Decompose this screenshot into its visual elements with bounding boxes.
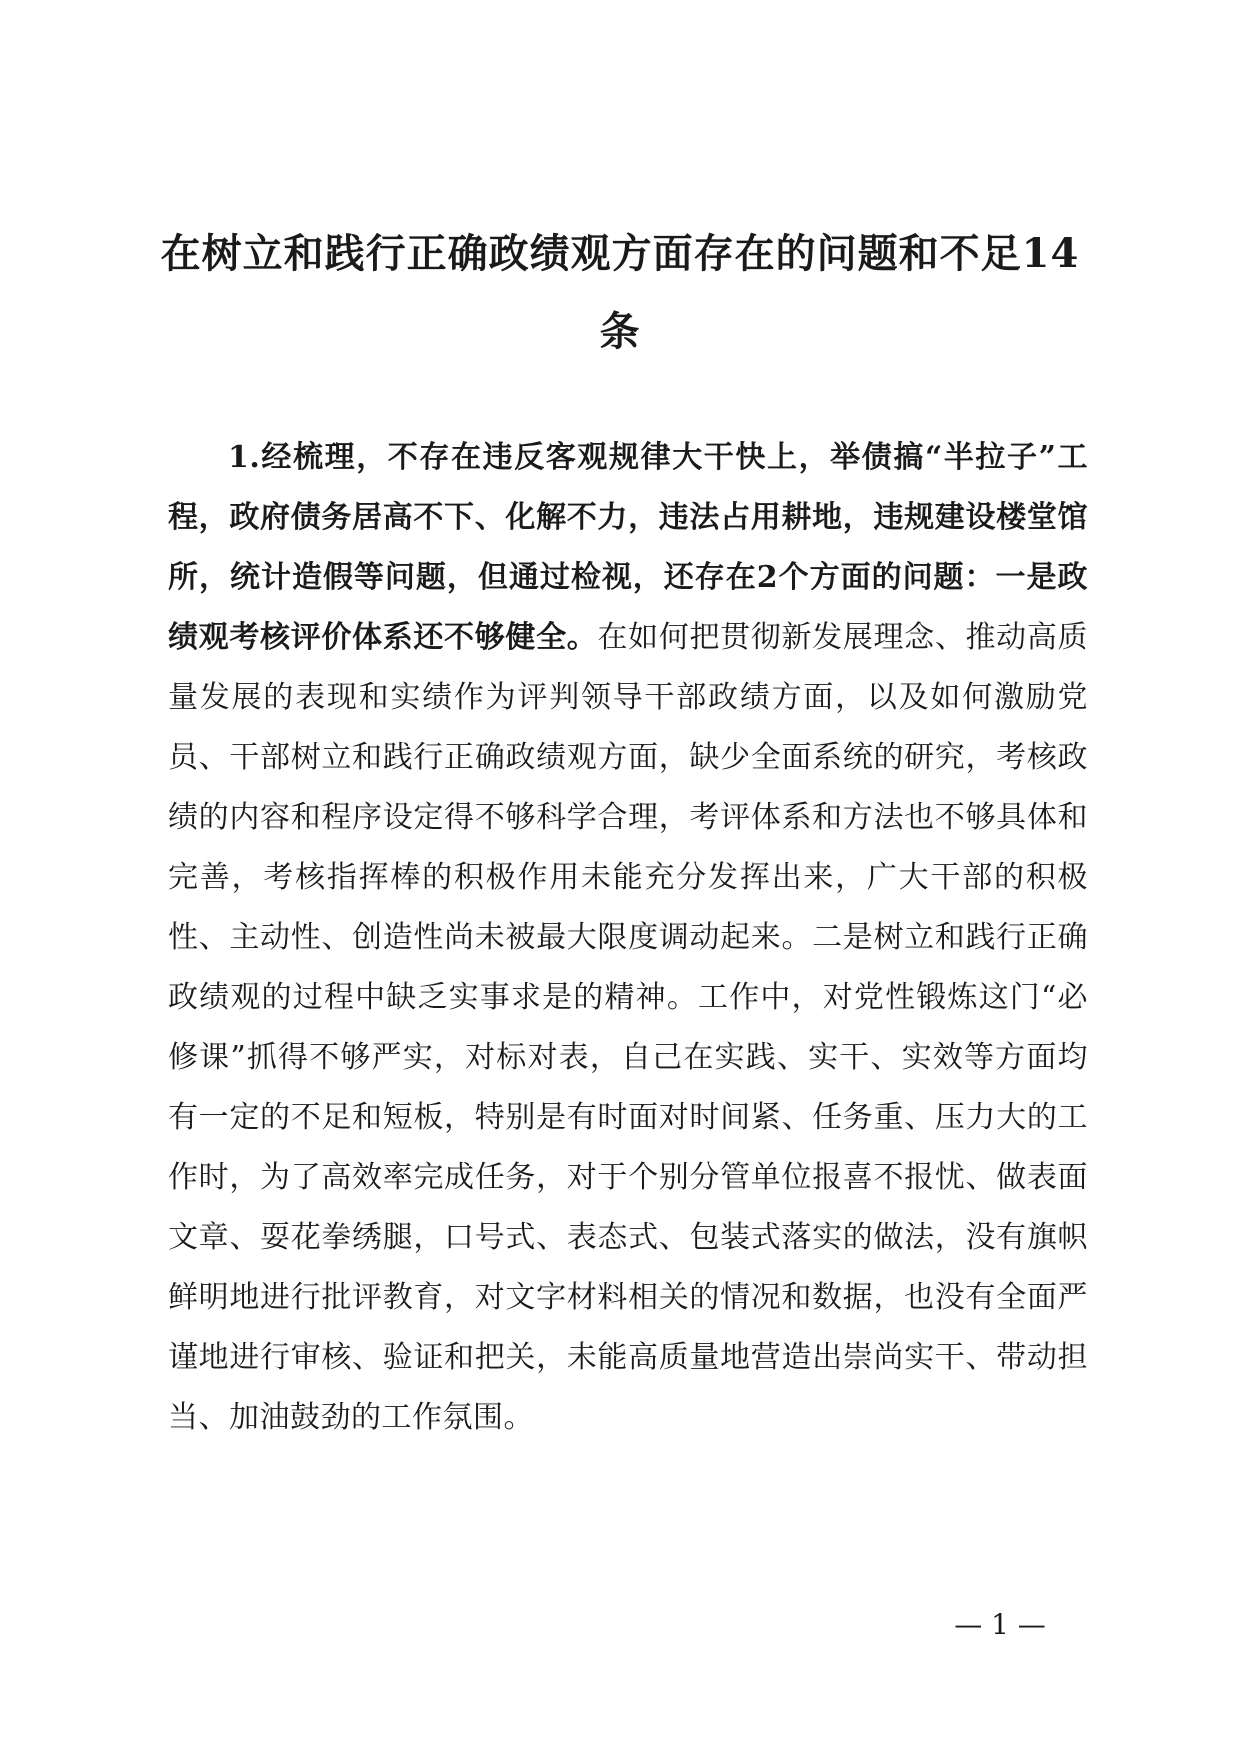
paragraph-1-text: 在如何把贯彻新发展理念、推动高质量发展的表现和实绩作为评判领导干部政绩方面，以及如何激励党员、干部树立和践行正确政绩观方面，缺少全面系统的研究，考核政绩的内容和程序设定得不够科学合理，考评体系和方法也不够具体和完善，考核指挥棒的积极作用未能充分发挥出来，广大干部的积极性、主动性、创造性尚未被最大限度调动起来。二是树立和践行正确政绩观的过程中缺乏实事求是的精神。工作中，对党性锻炼这门“必修课”抓得不够严实，对标对表，自己在实践、实干、实效等方面均有一定的不足和短板，特别是有时面对时间紧、任务重、压力大的工作时，为了高效率完成任务，对于个别分管单位报喜不报忧、做表面文章、耍花拳绣腿，口号式、表态式、包装式落实的做法，没有旗帜鲜明地进行批评教育，对文字材料相关的情况和数据，也没有全面严谨地进行审核、验证和把关，未能高质量地营造出崇尚实干、带动担当、加油鼓劲的工作氛围。 [168,620,1089,1435]
page-number: — 1 — [954,1608,1046,1641]
paragraph-1 [168,428,1088,1448]
document-title: 在树立和践行正确政绩观方面存在的问题和不足14条 [160,230,1080,355]
paragraph-1-lead: 1.经梳理，不存在违反客观规律大干快上，举债搞“半拉子”工程，政府债务居高不下、化解不力，违法占用耕地，违规建设楼堂馆所，统计造假等问题，但通过检视，还存在2个方面的问题：一是政绩观考核评价体系还不够健全。 [168,440,1088,655]
